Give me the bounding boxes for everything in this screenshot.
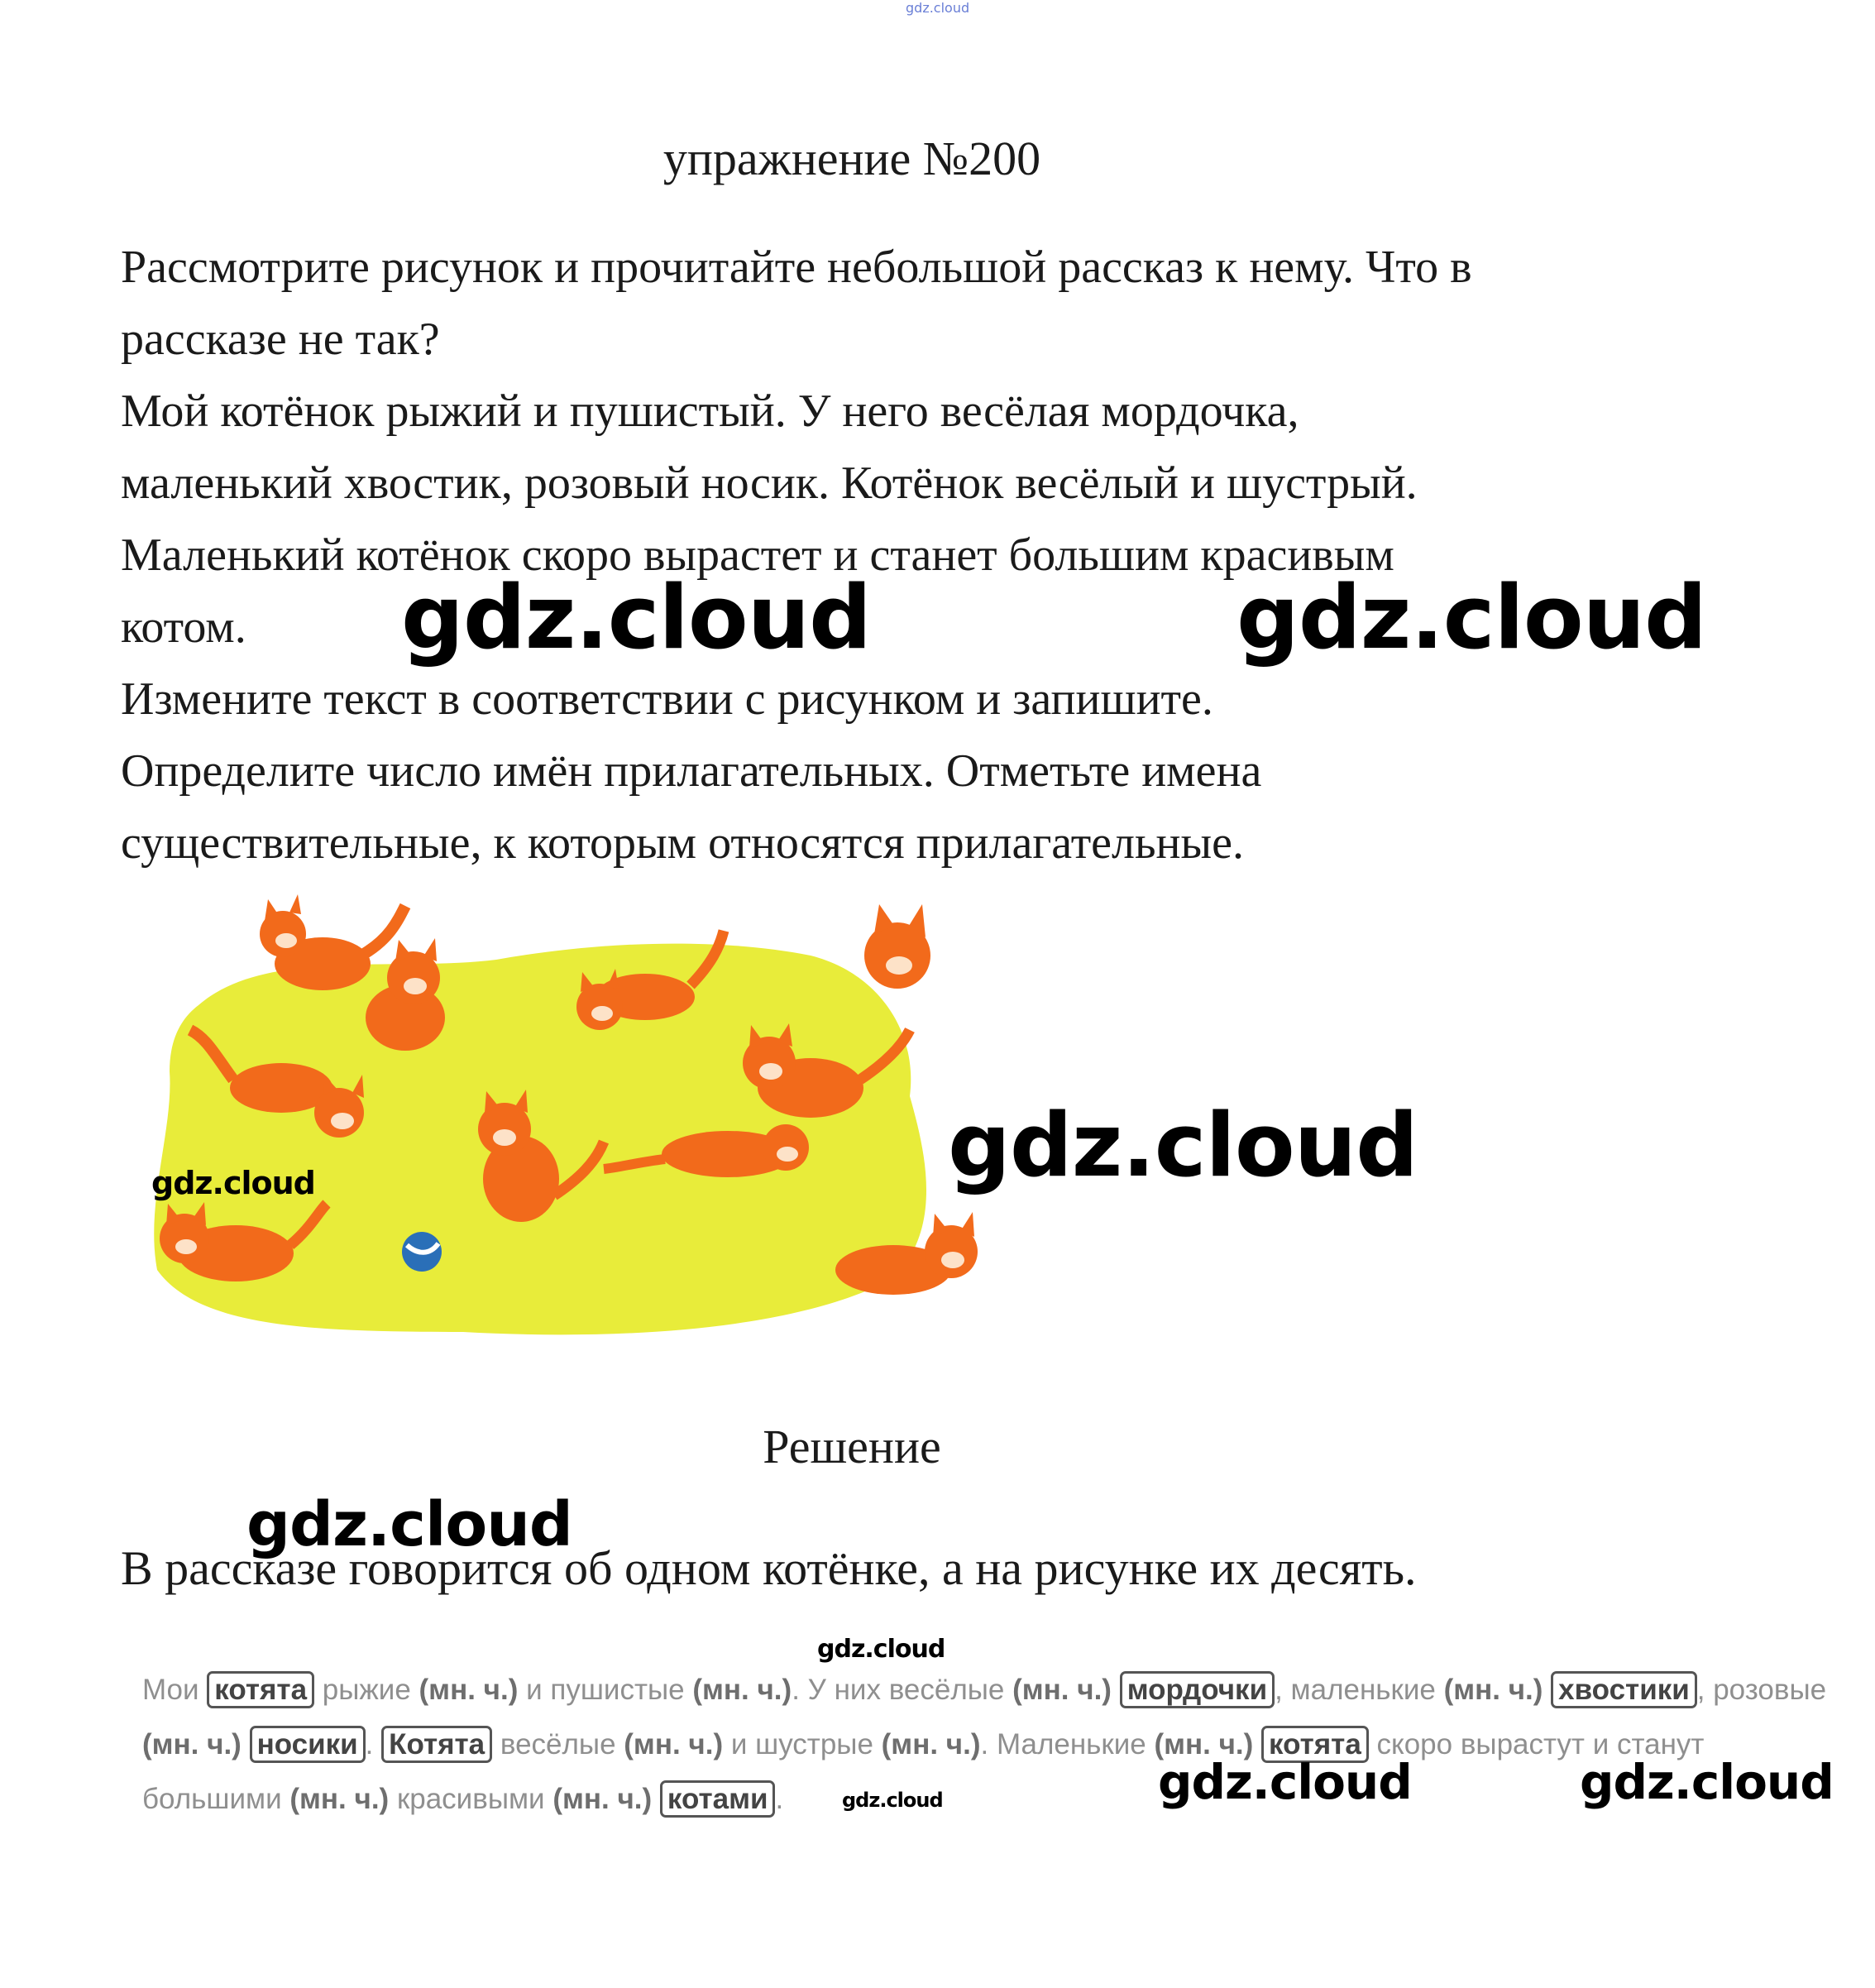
noun-box: носики	[250, 1726, 366, 1763]
solution-answer: В рассказе говорится об одном котёнке, а на рисунке их десять.	[121, 1541, 1417, 1595]
solution-text	[1543, 1674, 1551, 1706]
task-line: котом.	[121, 601, 246, 653]
task-line: Рассмотрите рисунок и прочитайте небольшой рассказ к нему. Что в	[121, 242, 1472, 293]
number-mark: (мн. ч.)	[881, 1728, 981, 1760]
solution-text: красивыми	[389, 1783, 553, 1815]
solution-text: , маленькие	[1275, 1674, 1444, 1706]
task-line: существительные, к которым относятся прилагательные.	[121, 817, 1244, 869]
task-line: рассказе не так?	[121, 314, 440, 365]
noun-box: котята	[207, 1671, 314, 1708]
watermark: gdz.cloud	[401, 567, 872, 668]
number-mark: (мн. ч.)	[289, 1783, 390, 1815]
solution-text: скоро вырастут и станут	[1368, 1728, 1705, 1760]
number-mark: (мн. ч.)	[624, 1728, 724, 1760]
solution-text: . Маленькие	[980, 1728, 1155, 1760]
watermark: gdz.cloud	[842, 1789, 943, 1812]
solution-text: и пушистые	[518, 1674, 693, 1706]
solution-text	[242, 1728, 250, 1760]
kittens-illustration	[149, 881, 1067, 1344]
kitten-icon	[864, 904, 930, 989]
task-line: Мой котёнок рыжий и пушистый. У него весёлая мордочка,	[121, 386, 1299, 437]
number-mark: (мн. ч.)	[1012, 1674, 1112, 1706]
noun-box: котами	[660, 1780, 776, 1818]
task-line: маленький хвостик, розовый носик. Котёнок весёлый и шустрый.	[121, 457, 1418, 509]
solution-line	[142, 1663, 1875, 1717]
solution-text: большими	[142, 1783, 290, 1815]
task-line: Определите число имён прилагательных. Отметьте имена	[121, 745, 1262, 797]
number-mark: (мн. ч.)	[419, 1674, 519, 1706]
watermark: gdz.cloud	[1158, 1754, 1412, 1810]
noun-box: Котята	[381, 1726, 492, 1763]
solution-text: .	[775, 1783, 784, 1815]
watermark: gdz.cloud	[151, 1165, 315, 1201]
solution-text: и шустрые	[723, 1728, 882, 1760]
watermark: gdz.cloud	[817, 1635, 945, 1664]
watermark: gdz.cloud	[948, 1095, 1418, 1196]
solution-text: весёлые	[492, 1728, 624, 1760]
watermark: gdz.cloud	[1580, 1754, 1834, 1810]
exercise-title: упражнение №200	[662, 132, 1041, 185]
number-mark: (мн. ч.)	[552, 1783, 653, 1815]
number-mark: (мн. ч.)	[1154, 1728, 1254, 1760]
noun-box: котята	[1261, 1726, 1369, 1763]
task-line: Маленький котёнок скоро вырастет и станет большим красивым	[121, 529, 1394, 581]
noun-box: хвостики	[1551, 1671, 1697, 1708]
number-mark: (мн. ч.)	[142, 1728, 242, 1760]
solution-text: Мои	[142, 1674, 208, 1706]
number-mark: (мн. ч.)	[692, 1674, 792, 1706]
solution-text: . У них весёлые	[792, 1674, 1013, 1706]
solution-text	[1112, 1674, 1120, 1706]
task-text	[121, 232, 1692, 879]
solution-text: рыжие	[314, 1674, 419, 1706]
task-line: Измените текст в соответствии с рисунком и запишите.	[121, 673, 1213, 725]
watermark: gdz.cloud	[246, 1489, 572, 1560]
watermark: gdz.cloud	[1236, 567, 1707, 668]
number-mark: (мн. ч.)	[1443, 1674, 1543, 1706]
noun-box: мордочки	[1120, 1671, 1275, 1708]
top-watermark: gdz.cloud	[906, 0, 970, 16]
kitten-icon	[366, 938, 445, 1051]
solution-heading: Решение	[763, 1420, 941, 1473]
solution-text: , розовые	[1696, 1674, 1827, 1706]
solution-text: .	[365, 1728, 382, 1760]
solution-text	[652, 1783, 660, 1815]
